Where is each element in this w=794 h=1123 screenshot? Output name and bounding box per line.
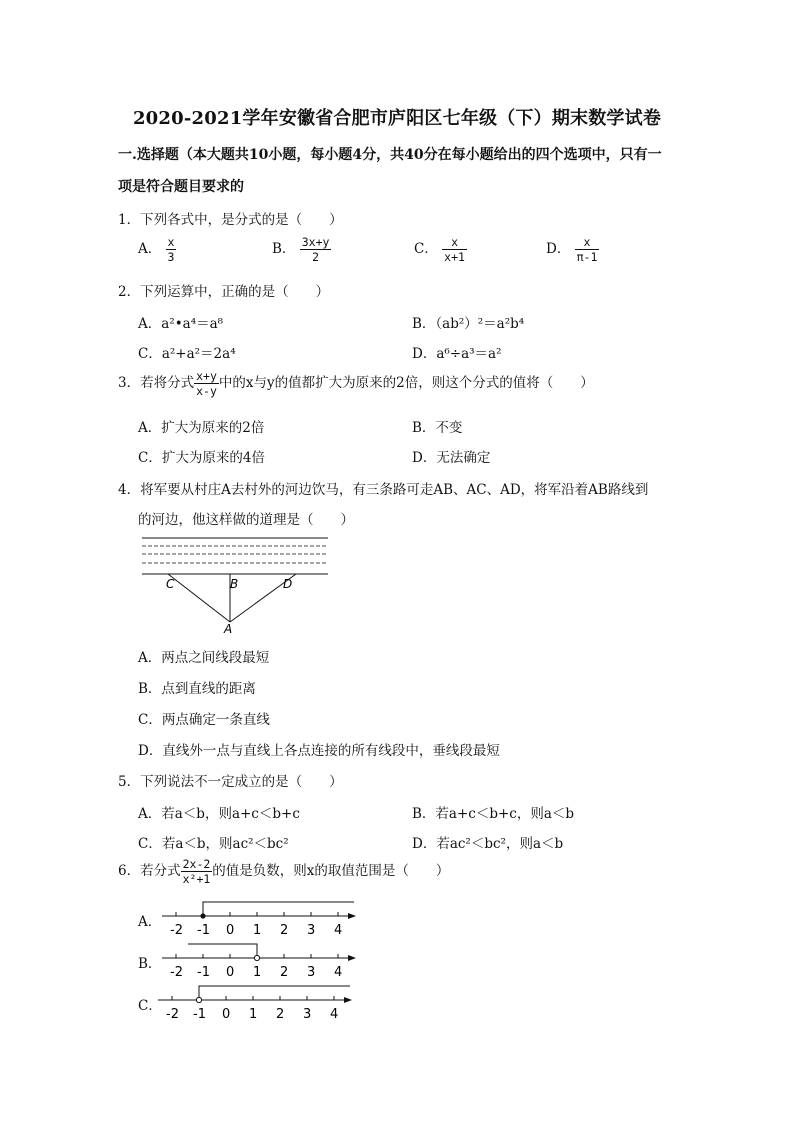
q6-option-a-numberline xyxy=(160,898,360,940)
q3-option-c: C．扩大为原来的4倍 xyxy=(138,450,265,466)
tick-label: 0 xyxy=(226,965,235,980)
q6-suffix: 的值是负数，则x的取值范围是（ ） xyxy=(212,863,450,880)
label-c: C xyxy=(166,577,175,591)
fraction xyxy=(194,370,219,397)
label-a: A xyxy=(224,622,233,636)
label-d: D xyxy=(283,577,293,591)
q1-stem: 1．下列各式中，是分式的是（ ） xyxy=(118,212,343,228)
tick-label: 2 xyxy=(280,923,289,938)
numerator: x+y xyxy=(196,369,217,383)
tick-label: 4 xyxy=(330,1007,339,1022)
q2-stem: 2．下列运算中，正确的是（ ） xyxy=(118,284,330,300)
closed-dot xyxy=(200,913,205,918)
ticks xyxy=(176,912,338,916)
q3-suffix: 中的x与y的值都扩大为原来的2倍，则这个分式的值将（ ） xyxy=(218,375,594,392)
q6-option-b-numberline xyxy=(160,940,360,982)
open-dot xyxy=(196,997,201,1002)
q1-option-b xyxy=(272,236,331,263)
tick-label: 0 xyxy=(226,923,235,938)
q6-prefix: 6．若分式 xyxy=(118,863,181,880)
q3-stem xyxy=(118,370,594,397)
q3-option-a: A．扩大为原来的2倍 xyxy=(138,420,265,436)
q6-option-b-label: B． xyxy=(138,956,162,972)
q5-option-a: A．若a＜b，则a+c＜b+c xyxy=(138,806,300,822)
denominator: x²+1 xyxy=(182,872,211,887)
tick-label: 2 xyxy=(280,965,289,980)
fraction xyxy=(166,236,177,263)
q3-prefix: 3．若将分式 xyxy=(118,375,195,392)
segment-ac xyxy=(168,574,230,622)
tick-label: -1 xyxy=(193,1007,206,1022)
q4-option-d: D．直线外一点与直线上各点连接的所有线段中，垂线段最短 xyxy=(138,743,500,759)
numerator: 3x+y xyxy=(301,235,330,249)
q6-stem xyxy=(118,858,449,885)
tick-label: -2 xyxy=(166,1007,179,1022)
option-label: D． xyxy=(546,241,571,258)
fraction xyxy=(575,236,600,263)
tick-label: -1 xyxy=(197,923,210,938)
q4-option-c: C．两点确定一条直线 xyxy=(138,712,270,728)
arrow-icon xyxy=(344,997,352,1003)
q3-option-b: B．不变 xyxy=(412,420,463,436)
q5-option-b: B．若a+c＜b+c，则a＜b xyxy=(412,806,575,822)
tick-label: 3 xyxy=(303,1007,312,1022)
q4-stem-line2: 的河边，他这样做的道理是（ ） xyxy=(138,512,354,528)
arrow-icon xyxy=(348,955,356,961)
river-figure xyxy=(138,532,334,636)
numerator: 2x-2 xyxy=(182,857,211,871)
tick-label: -1 xyxy=(197,965,210,980)
denominator: x+1 xyxy=(444,250,465,265)
solution-ray xyxy=(203,902,354,916)
section-header-line2: 项是符合题目要求的 xyxy=(118,179,244,195)
q4-option-a: A．两点之间线段最短 xyxy=(138,650,270,666)
numerator: x xyxy=(575,236,600,250)
q5-option-c: C．若a＜b，则ac²＜bc² xyxy=(138,836,289,852)
tick-label: -2 xyxy=(170,923,183,938)
page-title: 2020-2021学年安徽省合肥市庐阳区七年级（下）期末数学试卷 xyxy=(132,108,662,129)
numerator: x xyxy=(442,236,467,250)
denominator: π-1 xyxy=(576,250,598,265)
q1-option-a xyxy=(138,236,176,263)
q4-stem-line1: 4．将军要从村庄A去村外的河边饮马，有三条路可走AB、AC、AD，将军沿着AB路线到 xyxy=(118,482,649,498)
tick-label: 3 xyxy=(307,965,316,980)
q6-option-a-label: A． xyxy=(138,914,162,930)
arrow-icon xyxy=(348,913,356,919)
q2-option-d: D．a⁶÷a³＝a² xyxy=(412,346,502,362)
option-label: B． xyxy=(272,241,296,258)
label-b: B xyxy=(230,577,239,591)
q6-option-c-label: C． xyxy=(138,998,162,1014)
solution-ray xyxy=(188,944,257,958)
q3-option-d: D．无法确定 xyxy=(412,450,491,466)
q2-option-a: A．a²•a⁴＝a⁸ xyxy=(138,316,224,332)
option-label: A． xyxy=(138,241,162,258)
tick-label: 0 xyxy=(222,1007,231,1022)
tick-label: 1 xyxy=(253,965,262,980)
q5-option-d: D．若ac²＜bc²，则a＜b xyxy=(412,836,564,852)
q2-option-c: C．a²+a²＝2a⁴ xyxy=(138,346,236,362)
fraction xyxy=(442,236,467,263)
q5-stem: 5．下列说法不一定成立的是（ ） xyxy=(118,774,343,790)
q6-option-c-numberline xyxy=(156,982,356,1024)
tick-label: -2 xyxy=(170,965,183,980)
denominator: 2 xyxy=(312,250,320,265)
numerator: x xyxy=(167,235,175,249)
tick-label: 1 xyxy=(249,1007,258,1022)
tick-label: 1 xyxy=(253,923,262,938)
solution-ray xyxy=(199,986,350,1000)
fraction xyxy=(181,858,213,885)
q2-option-b: B．（ab²）²＝a²b⁴ xyxy=(412,316,525,332)
q1-option-c xyxy=(414,236,467,263)
section-header-line1: 一.选择题（本大题共10小题，每小题4分，共40分在每小题给出的四个选项中，只有一 xyxy=(118,147,662,163)
denominator: 3 xyxy=(167,250,175,265)
q4-option-b: B．点到直线的距离 xyxy=(138,681,256,697)
q1-option-d xyxy=(546,236,599,263)
tick-label: 4 xyxy=(334,923,343,938)
option-label: C． xyxy=(414,241,438,258)
tick-label: 3 xyxy=(307,923,316,938)
fraction xyxy=(300,236,332,263)
tick-label: 2 xyxy=(276,1007,285,1022)
tick-label: 4 xyxy=(334,965,343,980)
open-dot xyxy=(254,955,259,960)
denominator: x-y xyxy=(196,384,217,399)
